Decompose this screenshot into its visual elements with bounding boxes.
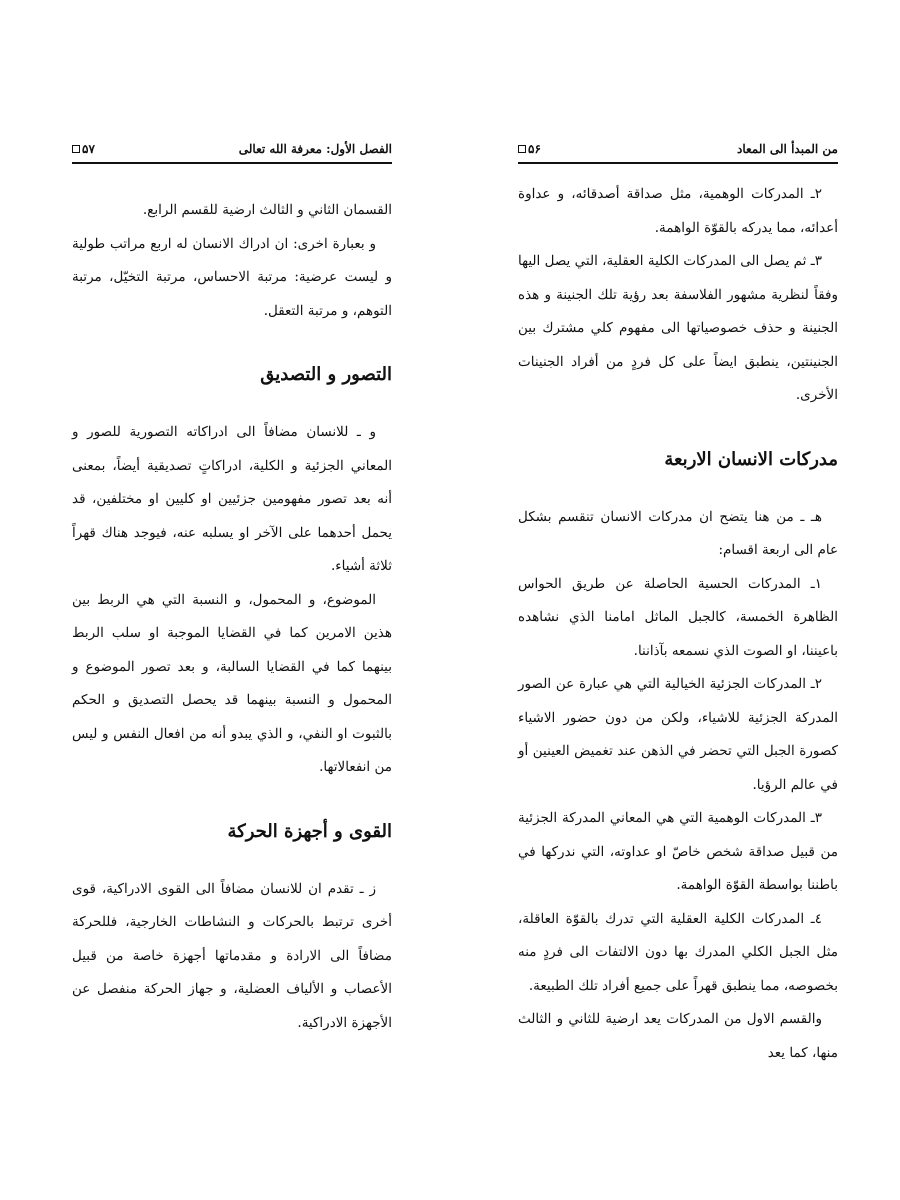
paragraph: والقسم الاول من المدركات يعد ارضية للثاني و الثالث منها، كما يعد [518,1011,838,1061]
paragraph: ٢ـ المدركات الوهمية، مثل صداقة أصدقائه، و عداوة أعدائه، مما يدركه بالقوّة الواهمة. [518,186,838,236]
page-number-text: ۵۶ [528,142,541,156]
paragraph: ٣ـ ثم يصل الى المدركات الكلية العقلية، التي يصل اليها وفقاً لنظرية مشهور الفلاسفة بعد رؤية تلك الجنينة و هذه الجنينة و حذف خصوصياتها الى مفهوم كلي مشترك بين الجنينتين، ينطبق ايضاً على كل فردٍ من أفراد الجنينات الأخرى. [518,253,838,403]
section-heading: مدركات الانسان الاربعة [664,448,838,470]
paragraph: هـ ـ من هنا يتضح ان مدركات الانسان تنقسم بشكل عام الى اربعة اقسام: [518,508,838,558]
paragraph: ٣ـ المدركات الوهمية التي هي المعاني المدركة الجزئية من قبيل صداقة شخص خاصّ او عداوته، التي ندركها في باطننا بواسطة القوّة الواهمة. [518,810,838,893]
paragraph: الموضوع، و المحمول، و النسبة التي هي الربط بين هذين الامرين كما في القضايا الموجبة او سلب الربط بينهما كما في القضايا السالبة، و بعد تصور الموضوع و المحمول و النسبة بينهما قد يحصل التصديق و الحكم بالثبوت او النفي، و الذي يبدو أنه من افعال النفس و ليس من انفعالاتها. [72,591,392,775]
page-number-text: ۵۷ [82,142,95,156]
paragraph: و بعبارة اخرى: ان ادراك الانسان له اربع مراتب طولية و ليست عرضية: مرتبة الاحساس، مرتبة التخيّل، مرتبة التوهم، و مرتبة التعقل. [72,235,392,319]
paragraph: ٤ـ المدركات الكلية العقلية التي تدرك بالقوّة العاقلة، مثل الجبل الكلي المدرك بها دون الالتفات الى فردٍ منه بخصوصه، مما ينطبق قهراً على جميع أفراد تلك الطبيعة. [518,910,838,994]
page-number [518,142,541,156]
page-number-box-icon [518,145,526,153]
running-title: من المبدأ الى المعاد [737,142,838,156]
paragraph: ز ـ تقدم ان للانسان مضافاً الى القوى الادراكية، قوى أخرى ترتبط بالحركات و النشاطات الخارجية، فللحركة مضافاً الى الارادة و مقدماتها أجهزة خاصة من قبيل الأعصاب و الألياف العضلية، و جهاز الحركة منفصل عن الأجهزة الادراكية. [72,880,392,1031]
paragraph: ١ـ المدركات الحسية الحاصلة عن طريق الحواس الظاهرة الخمسة، كالجبل الماثل امامنا الذي نشاهده باعيننا، او الصوت الذي نسمعه بآذاننا. [518,575,838,659]
paragraph: و ـ للانسان مضافاً الى ادراكاته التصورية للصور و المعاني الجزئية و الكلية، ادراكاتٍ تصديقية أيضاً، بمعنى أنه بعد تصور مفهومين جزئيين او كليين او مختلفين، قد يحمل أحدهما على الآخر او يسلبه عنه، فيوجد هناك قهراً ثلاثة أشياء. [72,424,392,574]
page-body [72,164,392,1040]
page-body [518,164,838,1070]
paragraph: القسمان الثاني و الثالث ارضية للقسم الرابع. [142,202,392,218]
section-heading: القوى و أجهزة الحركة [227,820,392,842]
left-page [72,140,392,1040]
right-page [518,140,838,1070]
page-number-box-icon [72,145,80,153]
running-title: الفصل الأول: معرفة الله تعالى [238,142,392,156]
paragraph: ٢ـ المدركات الجزئية الخيالية التي هي عبارة عن الصور المدركة الجزئية للاشياء، ولكن من دون حضور الاشياء كصورة الجبل التي تحضر في الذهن عند تغميض العينين أو في عالم الرؤيا. [518,676,838,793]
section-heading: التصور و التصديق [260,364,392,385]
page-header [72,140,392,164]
page-header [518,140,838,164]
page-number [72,142,95,156]
